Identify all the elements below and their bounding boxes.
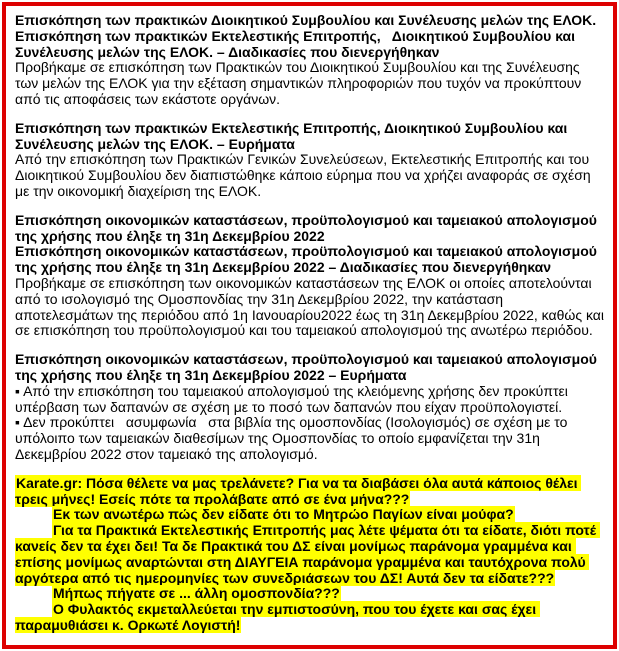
section-body-paragraph: Από την επισκόπηση των Πρακτικών Γενικών Συνελεύσεων, Εκτελεστικής Επιτροπής και του Διοικητικού Συμβουλίου δεν διαπιστώθηκε κάποιο εύρημα που να χρήζει αναφοράς σε σχέση με την οικονομική διαχείριση της ΕΛΟΚ. [15, 151, 595, 199]
section-heading: Επισκόπηση οικονομικών καταστάσεων, προϋπολογισμού και ταμειακού απολογισμού της χρήσης που έληξε τη 31η Δεκεμβρίου 2022 [15, 211, 601, 244]
report-section [15, 352, 604, 463]
commentary-paragraph [15, 523, 604, 586]
section-heading: Επισκόπηση των πρακτικών Διοικητικού Συμβουλίου και Συνέλευσης μελών της ΕΛΟΚ. [15, 12, 597, 28]
commentary-paragraph [15, 507, 604, 523]
commentary-paragraph [15, 476, 604, 508]
section-body-paragraph: Προβήκαμε σε επισκόπηση των οικονομικών καταστάσεων της ΕΛΟΚ οι οποίες αποτελούνται από το ισολογισμό της Ομοσπονδίας την 31η Δεκεμβρίου 2022, την κατάσταση αποτελεσμάτων της περιόδου από 1η Ιανουαρίου2022 έως τη 31η Δεκεμβρίου 2022, καθώς και σε επισκόπηση του προϋπολογισμού και του ταμειακού απολογισμού της ανωτέρω περιόδου. [15, 274, 608, 339]
commentary-block [15, 476, 604, 634]
report-section [15, 211, 608, 339]
highlighted-text: Εκ των ανωτέρω πώς δεν είδατε ότι το Μητρώο Παγίων είναι μούφα? [53, 506, 514, 523]
highlighted-text: Μήπως πήγατε σε ... άλλη ομοσπονδία??? [53, 585, 340, 602]
section-heading: Επισκόπηση οικονομικών καταστάσεων, προϋπολογισμού και ταμειακού απολογισμού της χρήσης που έληξε τη 31η Δεκεμβρίου 2022 – Ευρήματα [15, 351, 601, 383]
highlighted-text: Για τα Πρακτικά Εκτελεστικής Επιτροπής μας λέτε ψέματα ότι τα είδατε, διότι ποτέ κανείς δεν τα έχει δει! Τα δε Πρακτικά του ΔΣ είναι μονίμως παράνομα γραμμένα και επίσης μονίμως αναρτώνται στη ΔΙΑΥΓΕΙΑ παράνομα γραμμένα και ταυτόχρονα πολύ αργότερα από τις ημερομηνίες των συνεδριάσεων του ΔΣ! Αυτά δεν τα είδατε??? [15, 522, 601, 586]
section-body-paragraph: ▪ Δεν προκύπτει ασυμφωνία στα βιβλία της ομοσπονδίας (Ισολογισμός) σε σχέση με το υπόλοιπο των ταμειακών διαθεσίμων της Ομοσπονδίας το οποίο εμφανίζεται την 31η Δεκεμβρίου 2022 στον ταμειακό της απολογισμό. [15, 414, 572, 462]
section-heading: Επισκόπηση οικονομικών καταστάσεων, προϋπολογισμού και ταμειακού απολογισμού της χρήσης που έληξε τη 31η Δεκεμβρίου 2022 – Διαδικασίες που διενεργήθηκαν [15, 243, 601, 276]
report-section [15, 121, 604, 200]
report-section [15, 13, 604, 108]
commentary-paragraph [15, 602, 604, 634]
commentary-paragraph [15, 586, 604, 602]
report-sections [15, 12, 608, 463]
section-body-paragraph: Προβήκαμε σε επισκόπηση των Πρακτικών του Διοικητικού Συμβουλίου και της Συνέλευσης των μελών της ΕΛΟΚ για την εξέταση σημαντικών πληροφοριών που τυχόν να προκύπτουν από τις αποφάσεις των εκάστοτε οργάνων. [15, 59, 586, 107]
report-frame [2, 2, 617, 649]
section-heading: Επισκόπηση των πρακτικών Εκτελεστικής Επιτροπής, Διοικητικού Συμβουλίου και Συνέλευσης μελών της ΕΛΟΚ. – Ευρήματα [15, 119, 572, 152]
section-heading: Επισκόπηση των πρακτικών Εκτελεστικής Επιτροπής, Διοικητικού Συμβουλίου και Συνέλευσης μελών της ΕΛΟΚ. – Διαδικασίες που διενεργήθηκαν [15, 27, 579, 60]
highlighted-text: Ο Φυλακτός εκμεταλλεύεται την εμπιστοσύνη, που του έχετε και σας έχει παραμυθιάσει κ. Ορκωτέ Λογιστή! [15, 601, 540, 633]
section-body-paragraph: ▪ Από την επισκόπηση του ταμειακού απολογισμού της κλειόμενης χρήσης δεν προκύπτει υπέρβαση των δαπανών σε σχέση με το ποσό των δαπανών που είχαν προϋπολογιστεί. [15, 382, 572, 415]
highlighted-text: Karate.gr: Πόσα θέλετε να μας τρελάνετε? Για να τα διαβάσει όλα αυτά κάποιος θέλει τρεις μήνες! Εσείς πότε τα προλάβατε από σε ένα μήνα??? [15, 474, 582, 507]
